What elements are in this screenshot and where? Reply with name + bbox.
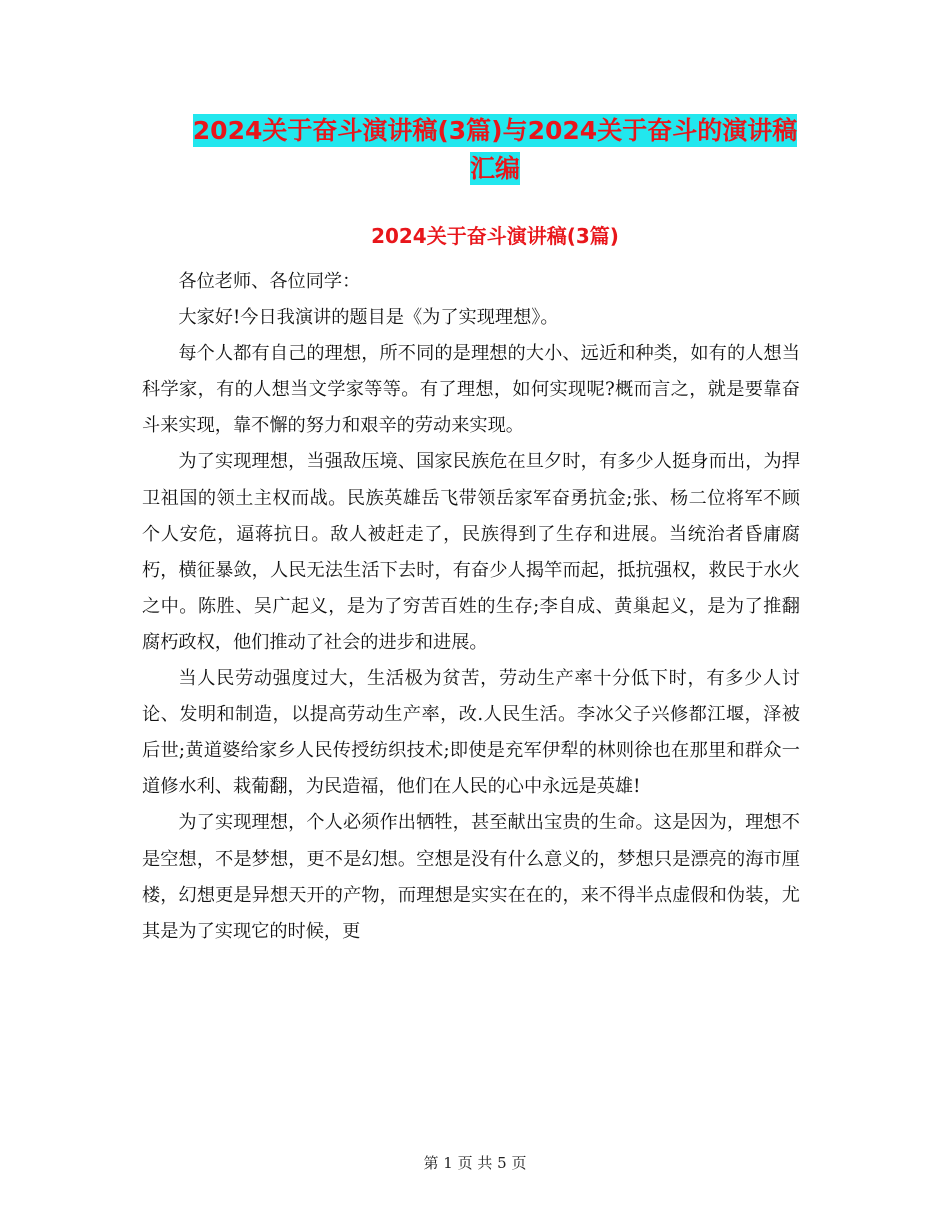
page-footer: 第 1 页 共 5 页: [423, 1154, 527, 1172]
paragraph: 每个人都有自己的理想，所不同的是理想的大小、远近和种类，如有的人想当科学家，有的人想当文学家等等。有了理想，如何实现呢?概而言之，就是要靠奋斗来实现，靠不懈的努力和艰辛的劳动来实现。: [142, 343, 800, 437]
paragraph: 为了实现理想，当强敌压境、国家民族危在旦夕时，有多少人挺身而出，为捍卫祖国的领土主权而战。民族英雄岳飞带领岳家军奋勇抗金;张、杨二位将军不顾个人安危，逼蒋抗日。敌人被赶走了，民族得到了生存和进展。当统治者昏庸腐朽，横征暴敛，人民无法生活下去时，有奋少人揭竿而起，抵抗强权，救民于水火之中。陈胜、吴广起义，是为了穷苦百姓的生存;李自成、黄巢起义，是为了推翻腐朽政权，他们推动了社会的进步和进展。: [142, 451, 800, 653]
document-body: [142, 264, 800, 950]
title-line-2: 汇编: [469, 154, 520, 183]
paragraph-greeting: 大家好!今日我演讲的题目是《为了实现理想》。: [178, 307, 559, 329]
paragraph: 当人民劳动强度过大，生活极为贫苦，劳动生产率十分低下时，有多少人讨论、发明和制造，以提高劳动生产率，改.人民生活。李冰父子兴修都江堰，泽被后世;黄道婆给家乡人民传授纺织技术;即使是充军伊犁的林则徐也在那里和群众一道修水利、栽葡翻，为民造福，他们在人民的心中永远是英雄!: [142, 668, 800, 798]
paragraph: 为了实现理想，个人必须作出牺牲，甚至献出宝贵的生命。这是因为，理想不是空想，不是梦想，更不是幻想。空想是没有什么意义的，梦想只是漂亮的海市厘楼，幻想更是异想天开的产物，而理想是实实在在的，来不得半点虚假和伪装，尤其是为了实现它的时候，更: [142, 812, 800, 942]
paragraph-salutation: 各位老师、各位同学：: [178, 271, 361, 292]
section-title: 2024关于奋斗演讲稿(3篇): [371, 224, 619, 248]
document-title: [140, 112, 850, 188]
title-line-1: 2024关于奋斗演讲稿(3篇)与2024关于奋斗的演讲稿: [192, 116, 798, 145]
